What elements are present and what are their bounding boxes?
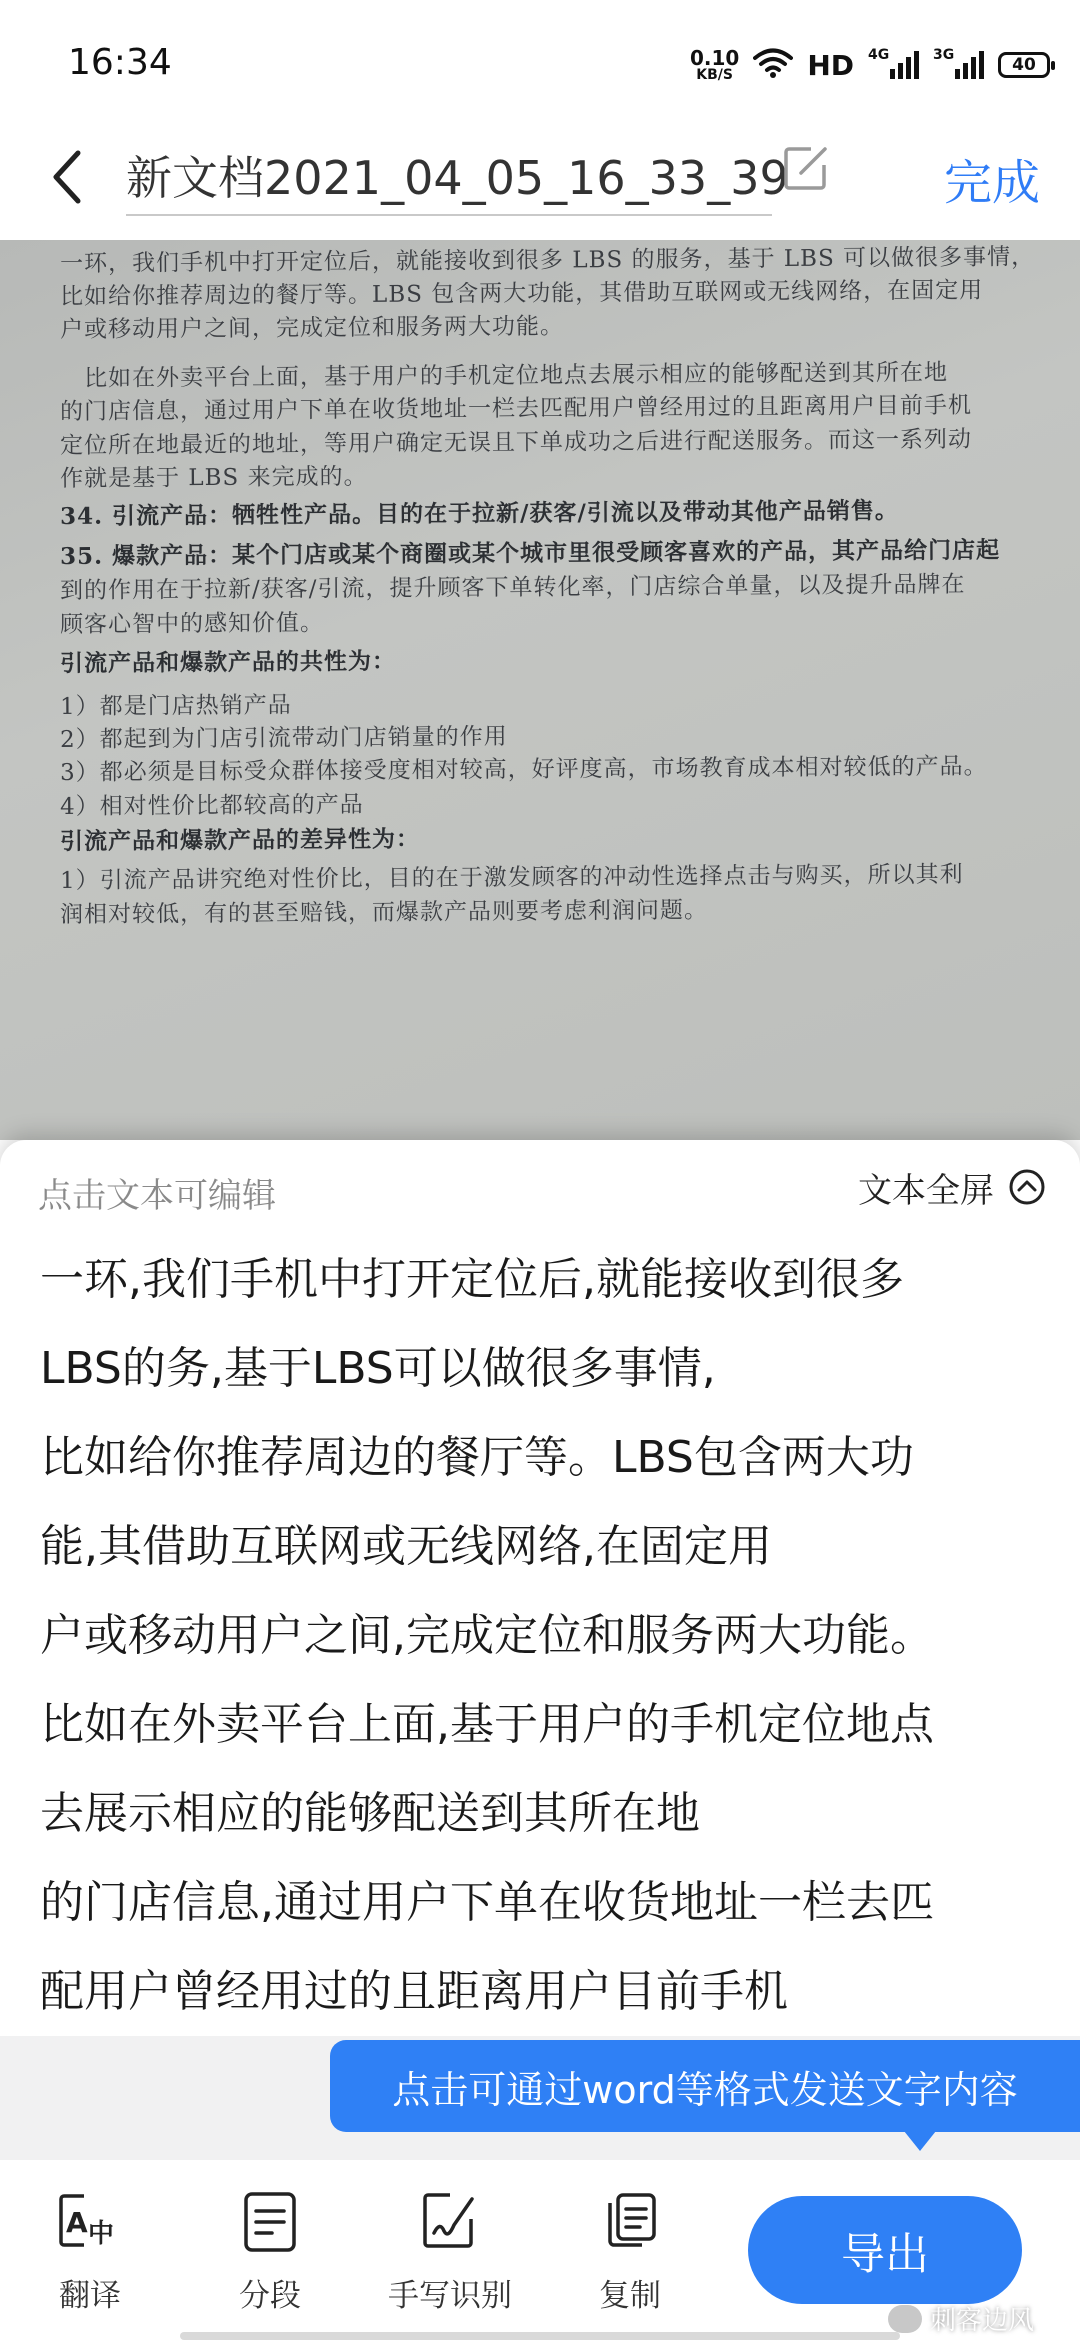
scan-line: 的门店信息，通过用户下单在收货地址一栏去匹配用户曾经用过的且距离用户目前手机 [59,392,973,425]
scan-line: 引流产品和爆款产品的差异性为： [59,825,421,855]
recognized-text-panel [0,1140,1080,2036]
paragraph-icon [238,2190,302,2254]
handwriting-label: 手写识别 [388,2278,512,2314]
ocr-text-line[interactable]: 比如给你推荐周边的餐厅等。LBS包含两大功 [40,1432,914,1483]
ocr-text-line[interactable]: 去展示相应的能够配送到其所在地 [40,1788,700,1839]
network-speed-value: 0.10 [689,46,740,70]
text-fullscreen-label: 文本全屏 [858,1170,994,1211]
hd-indicator: HD [807,48,854,82]
svg-text:A: A [66,2206,88,2239]
handwriting-icon [418,2190,482,2254]
ocr-text-area[interactable] [40,1235,1050,2036]
wechat-icon [888,2305,922,2333]
scan-line: 4）相对性价比都较高的产品 [59,791,364,820]
copy-label: 复制 [599,2278,661,2314]
segment-label: 分段 [239,2278,301,2314]
svg-text:中: 中 [88,2219,115,2249]
scan-line: 户或移动用户之间，完成定位和服务两大功能。 [59,313,565,343]
ocr-text-line[interactable]: 比如在外卖平台上面,基于用户的手机定位地点 [40,1699,934,1750]
watermark [888,2300,1034,2337]
sim2-network-tag: 3G [933,47,955,63]
scan-line: 2）都起到为门店引流带动门店销量的作用 [59,723,508,753]
scan-line: 35. 爆款产品：某个门店或某个商圈或某个城市里很受顾客喜欢的产品，其产品给门店起 [59,536,1001,570]
battery-icon: 40 [998,52,1050,78]
ocr-text-line[interactable]: 户或移动用户之间,完成定位和服务两大功能。 [40,1610,934,1661]
ocr-text-line[interactable]: 的门店信息,通过用户下单在收货地址一栏去匹 [40,1877,934,1928]
gesture-nav-bar[interactable] [180,2332,900,2340]
handwriting-button[interactable] [390,2190,510,2320]
tooltip-arrow [904,2131,936,2151]
network-speed [690,48,739,82]
scan-line: 引流产品和爆款产品的共性为： [59,647,397,677]
copy-button[interactable] [570,2190,690,2320]
back-button[interactable] [38,142,98,212]
scanned-document-image [0,240,1080,1140]
scan-line: 定位所在地最近的地址，等用户确定无误且下单成功之后进行配送服务。而这一系列动 [59,426,973,459]
sim1-network-tag: 4G [868,47,890,63]
scan-line: 34. 引流产品：牺牲性产品。目的在于拉新/获客/引流以及带动其他产品销售。 [59,497,899,530]
signal-sim1-icon [868,47,919,79]
scan-line: 一环，我们手机中打开定位后，就能接收到很多 LBS 的服务，基于 LBS 可以做很多事情， [59,244,1036,277]
text-fullscreen-button[interactable] [858,1162,1046,1212]
status-time: 16:34 [68,42,172,83]
signal-sim2-icon [933,47,984,79]
scan-line: 1）都是门店热销产品 [59,692,292,720]
network-speed-unit: KB/S [696,67,733,83]
edit-title-button[interactable] [776,138,836,198]
scan-line: 比如在外卖平台上面，基于用户的手机定位地点去展示相应的能够配送到其所在地 [59,359,949,392]
export-tooltip[interactable]: 点击可通过word等格式发送文字内容 [330,2040,1080,2132]
header-bar [0,120,1080,240]
chevron-up-circle-icon [1008,1168,1046,1206]
copy-icon [598,2190,662,2254]
wifi-icon [753,47,793,83]
ocr-text-line[interactable]: 能,其借助互联网或无线网络,在固定用 [40,1521,772,1572]
translate-icon [58,2190,122,2254]
scan-line: 润相对较低，有的甚至赔钱，而爆款产品则要考虑利润问题。 [59,897,709,928]
scan-line: 作就是基于 LBS 来完成的。 [59,463,368,492]
translate-label: 翻译 [59,2278,121,2314]
scan-line: 到的作用在于拉新/获客/引流，提升顾客下单转化率，门店综合单量，以及提升品牌在 [59,571,966,604]
scan-line: 1）引流产品讲究绝对性价比，目的在于激发顾客的冲动性选择点击与购买，所以其利 [59,861,964,894]
done-button[interactable]: 完成 [943,155,1040,211]
ocr-text-line[interactable]: 一环,我们手机中打开定位后,就能接收到很多 [40,1254,904,1305]
document-title: 新文档2021_04_05_16_33_39 [126,151,789,205]
status-bar [0,0,1080,120]
watermark-text: 刺客边风 [930,2306,1035,2336]
ocr-text-line[interactable]: LBS的务,基于LBS可以做很多事情, [40,1343,716,1394]
scan-line: 比如给你推荐周边的餐厅等。LBS 包含两大功能，其借助互联网或无线网络，在固定用 [59,277,984,310]
scan-line: 3）都必须是目标受众群体接受度相对较高，好评度高，市场教育成本相对较低的产品。 [59,753,988,786]
edit-icon [781,143,831,193]
status-icons [690,40,1050,90]
export-button[interactable]: 导出 [748,2196,1022,2304]
edit-hint: 点击文本可编辑 [38,1176,276,1216]
ocr-text-line[interactable]: 配用户曾经用过的且距离用户目前手机 [40,1966,788,2017]
document-title-field[interactable] [126,136,789,216]
chevron-left-icon [50,149,86,205]
scan-line: 顾客心智中的感知价值。 [59,610,325,638]
translate-button[interactable] [30,2190,150,2320]
segment-button[interactable] [210,2190,330,2320]
